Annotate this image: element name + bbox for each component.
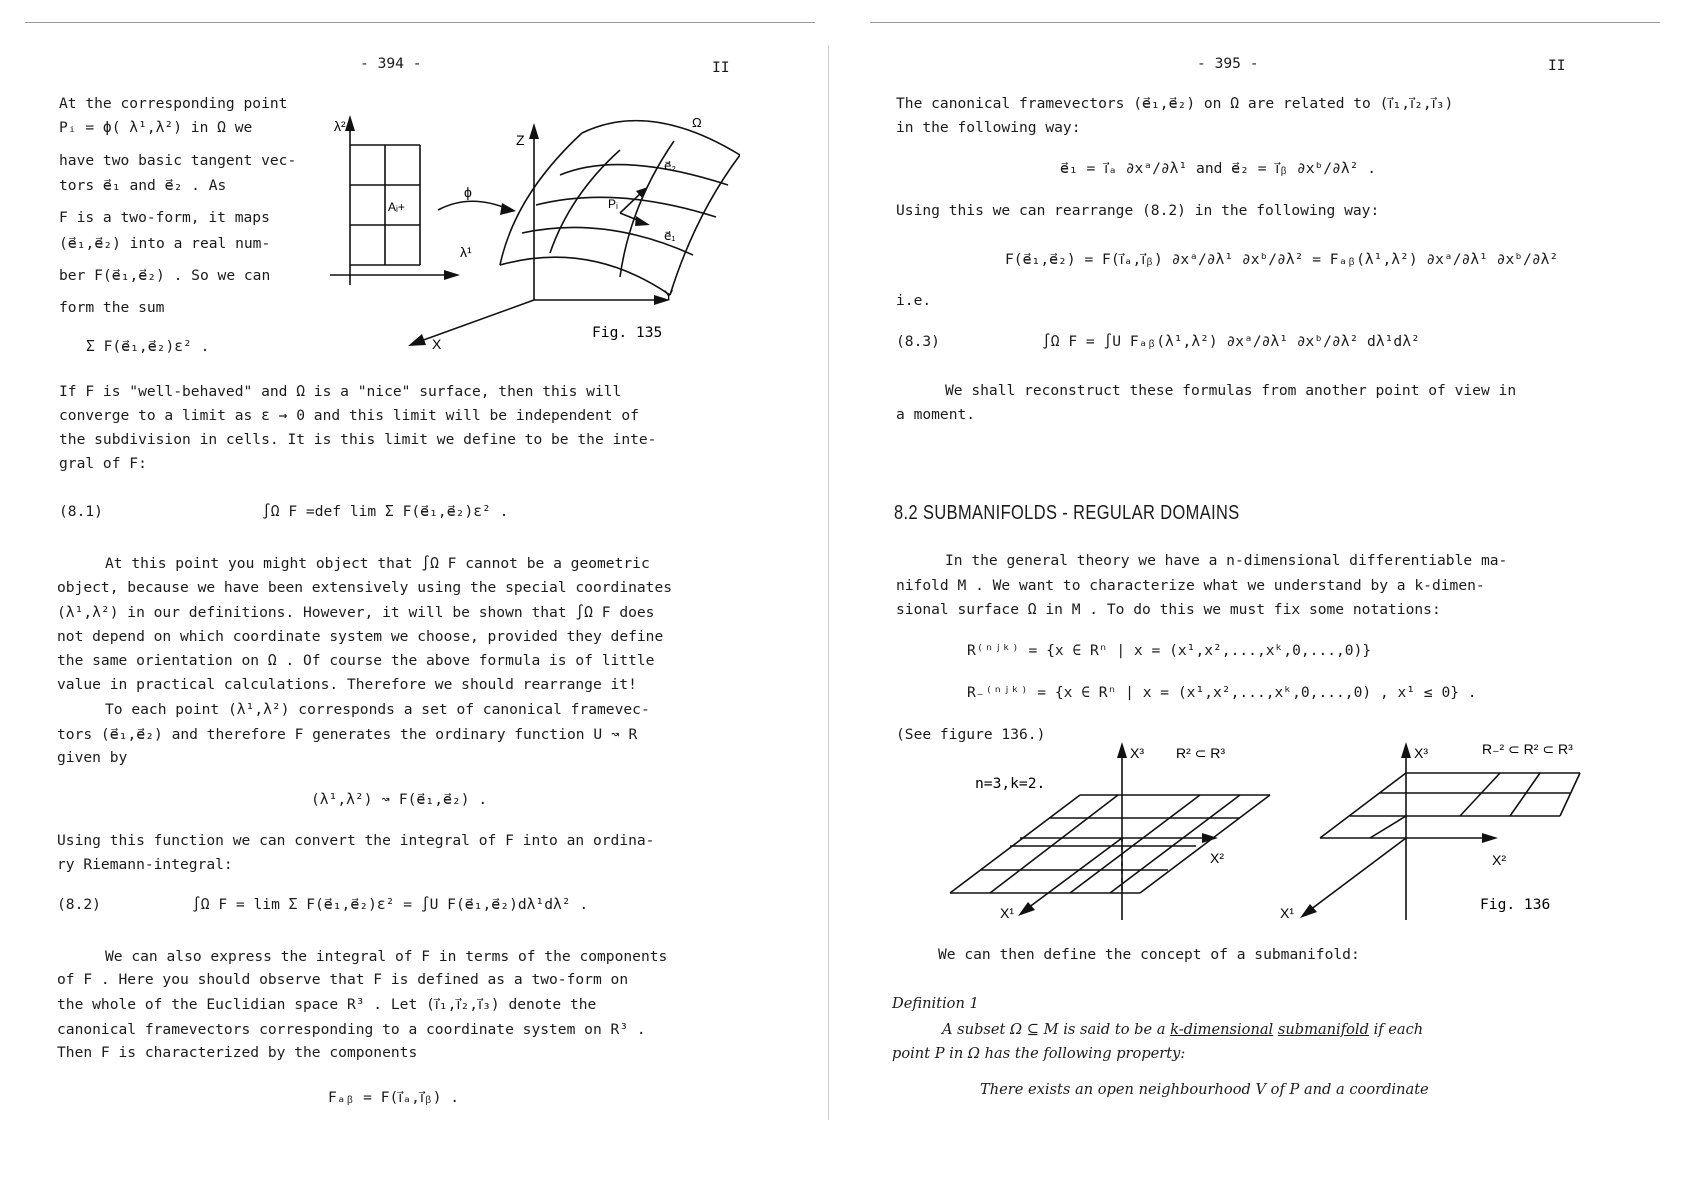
- text-line: (See figure 136.): [896, 726, 1046, 743]
- text-line: ry Riemann-integral:: [57, 856, 233, 873]
- fab-formula: Fₐᵦ = F(i⃗ₐ,i⃗ᵦ) .: [328, 1089, 460, 1106]
- map-formula: (λ¹,λ²) ↝ F(e⃗₁,e⃗₂) .: [311, 791, 488, 808]
- eq-8-2-label: (8.2): [57, 896, 101, 913]
- eq-8-2: ∫Ω F = lim Σ F(e⃗₁,e⃗₂)ε² = ∫U F(e⃗₁,e⃗₂)dλ¹dλ² .: [192, 896, 589, 913]
- text-line: gral of F:: [59, 455, 147, 472]
- text-line: form the sum: [59, 299, 165, 316]
- x2-label: X²: [1210, 850, 1224, 866]
- text-line: Then F is characterized by the components: [57, 1044, 418, 1061]
- def-text: A subset Ω ⊆ M is said to be a: [942, 1021, 1166, 1038]
- text-line: nifold M . We want to characterize what we understand by a k-dimen-: [896, 577, 1485, 594]
- text-line: At the corresponding point: [59, 95, 288, 112]
- text-line: Using this we can rearrange (8.2) in the following way:: [896, 202, 1380, 219]
- definition-line-3: There exists an open neighbourhood V of P and a coordinate: [980, 1081, 1429, 1098]
- text-line: have two basic tangent vec-: [59, 152, 297, 169]
- text-line: canonical framevectors corresponding to a coordinate system on R³ .: [57, 1021, 646, 1038]
- chapter-label: II: [712, 59, 730, 76]
- cell-label: Aᵢ+: [388, 200, 405, 214]
- text-line: Using this function we can convert the integral of F into an ordina-: [57, 832, 655, 849]
- page-number: - 394 -: [360, 55, 422, 72]
- page-number: - 395 -: [1197, 55, 1259, 72]
- x1-label: X¹: [1000, 905, 1014, 921]
- text-line: object, because we have been extensively using the special coordinates: [57, 579, 673, 596]
- eq-8-1: ∫Ω F =def lim Σ F(e⃗₁,e⃗₂)ε² .: [262, 503, 509, 520]
- rearrange-formula: F(e⃗₁,e⃗₂) = F(i⃗ₐ,i⃗ᵦ) ∂xᵃ/∂λ¹ ∂xᵇ/∂λ² = Fₐᵦ(λ¹,λ²) ∂xᵃ/∂λ¹ ∂xᵇ/∂λ²: [1005, 251, 1559, 268]
- text-line: At this point you might object that ∫Ω F cannot be a geometric: [105, 555, 650, 572]
- left-page: [0, 0, 830, 1188]
- text-line: (λ¹,λ²) in our definitions. However, it will be shown that ∫Ω F does: [57, 604, 655, 621]
- text-line: of F . Here you should observe that F is defined as a two-form on: [57, 971, 629, 988]
- eq-8-1-label: (8.1): [59, 503, 103, 520]
- rnk-minus-formula: R₋⁽ⁿʲᵏ⁾ = {x ∈ Rⁿ | x = (x¹,x²,...,xᵏ,0,...,0) , x¹ ≤ 0} .: [967, 684, 1477, 701]
- definition-line-2: point P in Ω has the following property:: [892, 1045, 1186, 1062]
- eq-8-3-label: (8.3): [896, 333, 940, 350]
- text-line: To each point (λ¹,λ²) corresponds a set of canonical framevec-: [105, 701, 650, 718]
- text-line: sional surface Ω in M . To do this we must fix some notations:: [896, 601, 1441, 618]
- text-line: ber F(e⃗₁,e⃗₂) . So we can: [59, 267, 271, 284]
- x3-label: X³: [1130, 745, 1144, 761]
- x1-label-right: X¹: [1280, 905, 1294, 921]
- text-line: We can then define the concept of a submanifold:: [938, 946, 1360, 963]
- sum-formula: Σ F(e⃗₁,e⃗₂)ε² .: [86, 338, 210, 355]
- lambda2-label: λ²: [334, 118, 346, 134]
- x2-label-right: X²: [1492, 852, 1506, 868]
- pi-label: Pᵢ: [608, 197, 618, 211]
- section-heading: 8.2 SUBMANIFOLDS - REGULAR DOMAINS: [894, 502, 1240, 524]
- fig136-caption: Fig. 136: [1480, 896, 1551, 913]
- e2-label: e⃗₂: [664, 159, 677, 173]
- eq-8-3: ∫Ω F = ∫U Fₐᵦ(λ¹,λ²) ∂xᵃ/∂λ¹ ∂xᵇ/∂λ² dλ¹dλ²: [1042, 333, 1420, 350]
- chapter-label: II: [1548, 57, 1566, 74]
- figure-135: [320, 105, 740, 355]
- right-page: [830, 0, 1682, 1188]
- r2-subset-r3-label: R² ⊂ R³: [1176, 745, 1226, 761]
- text-line: given by: [57, 749, 128, 766]
- text-line: We shall reconstruct these formulas from another point of view in: [945, 382, 1517, 399]
- x-axis-label: X: [432, 336, 442, 352]
- text-line: converge to a limit as ε → 0 and this limit will be independent of: [59, 407, 639, 424]
- def-underlined-term: submanifold: [1277, 1021, 1369, 1038]
- text-line: i.e.: [896, 292, 932, 309]
- text-line: In the general theory we have a n-dimensional differentiable ma-: [945, 552, 1508, 569]
- figure-136: [900, 738, 1640, 928]
- rnk-formula: R⁽ⁿʲᵏ⁾ = {x ∈ Rⁿ | x = (x¹,x²,...,xᵏ,0,...,0)}: [967, 642, 1372, 659]
- text-line: The canonical framevectors (e⃗₁,e⃗₂) on Ω are related to (i⃗₁,i⃗₂,i⃗₃): [896, 95, 1454, 112]
- text-line: the subdivision in cells. It is this limit we define to be the inte-: [59, 431, 657, 448]
- lambda1-label: λ¹: [460, 244, 472, 260]
- text-line: tors e⃗₁ and e⃗₂ . As: [59, 177, 227, 194]
- def-underlined-term: k-dimensional: [1170, 1021, 1274, 1038]
- text-line: tors (e⃗₁,e⃗₂) and therefore F generates the ordinary function U ↝ R: [57, 726, 638, 743]
- text-line: in the following way:: [896, 119, 1081, 136]
- z-axis-label: Z: [516, 132, 525, 148]
- text-line: the same orientation on Ω . Of course the above formula is of little: [57, 652, 655, 669]
- text-line: the whole of the Euclidian space R³ . Let (i⃗₁,i⃗₂,i⃗₃) denote the: [57, 996, 597, 1013]
- fig135-caption: Fig. 135: [592, 324, 663, 341]
- def-text: if each: [1373, 1021, 1424, 1038]
- text-line: F is a two-form, it maps: [59, 209, 270, 226]
- text-line: If F is "well-behaved" and Ω is a "nice" surface, then this will: [59, 383, 622, 400]
- nk-label: n=3,k=2.: [975, 775, 1046, 792]
- definition-title: Definition 1: [892, 995, 979, 1012]
- text-line: not depend on which coordinate system we choose, provided they define: [57, 628, 664, 645]
- omega-label: Ω: [692, 115, 702, 130]
- text-line: value in practical calculations. Therefore we should rearrange it!: [57, 676, 637, 693]
- e1-label: e⃗₁: [664, 229, 676, 243]
- text-line: a moment.: [896, 406, 976, 423]
- text-line: We can also express the integral of F in terms of the components: [105, 948, 668, 965]
- text-line: Pᵢ = ϕ( λ¹,λ²) in Ω we: [59, 119, 253, 136]
- r2minus-subset-label: R₋² ⊂ R² ⊂ R³: [1482, 741, 1573, 757]
- y-axis-label: Y: [664, 287, 674, 303]
- definition-line-1: [942, 1021, 1423, 1039]
- phi-label: ϕ: [464, 184, 472, 200]
- relation-formula: e⃗₁ = i⃗ₐ ∂xᵃ/∂λ¹ and e⃗₂ = i⃗ᵦ ∂xᵇ/∂λ² .: [1060, 160, 1376, 177]
- text-line: (e⃗₁,e⃗₂) into a real num-: [59, 235, 271, 252]
- x3-label-right: X³: [1414, 745, 1428, 761]
